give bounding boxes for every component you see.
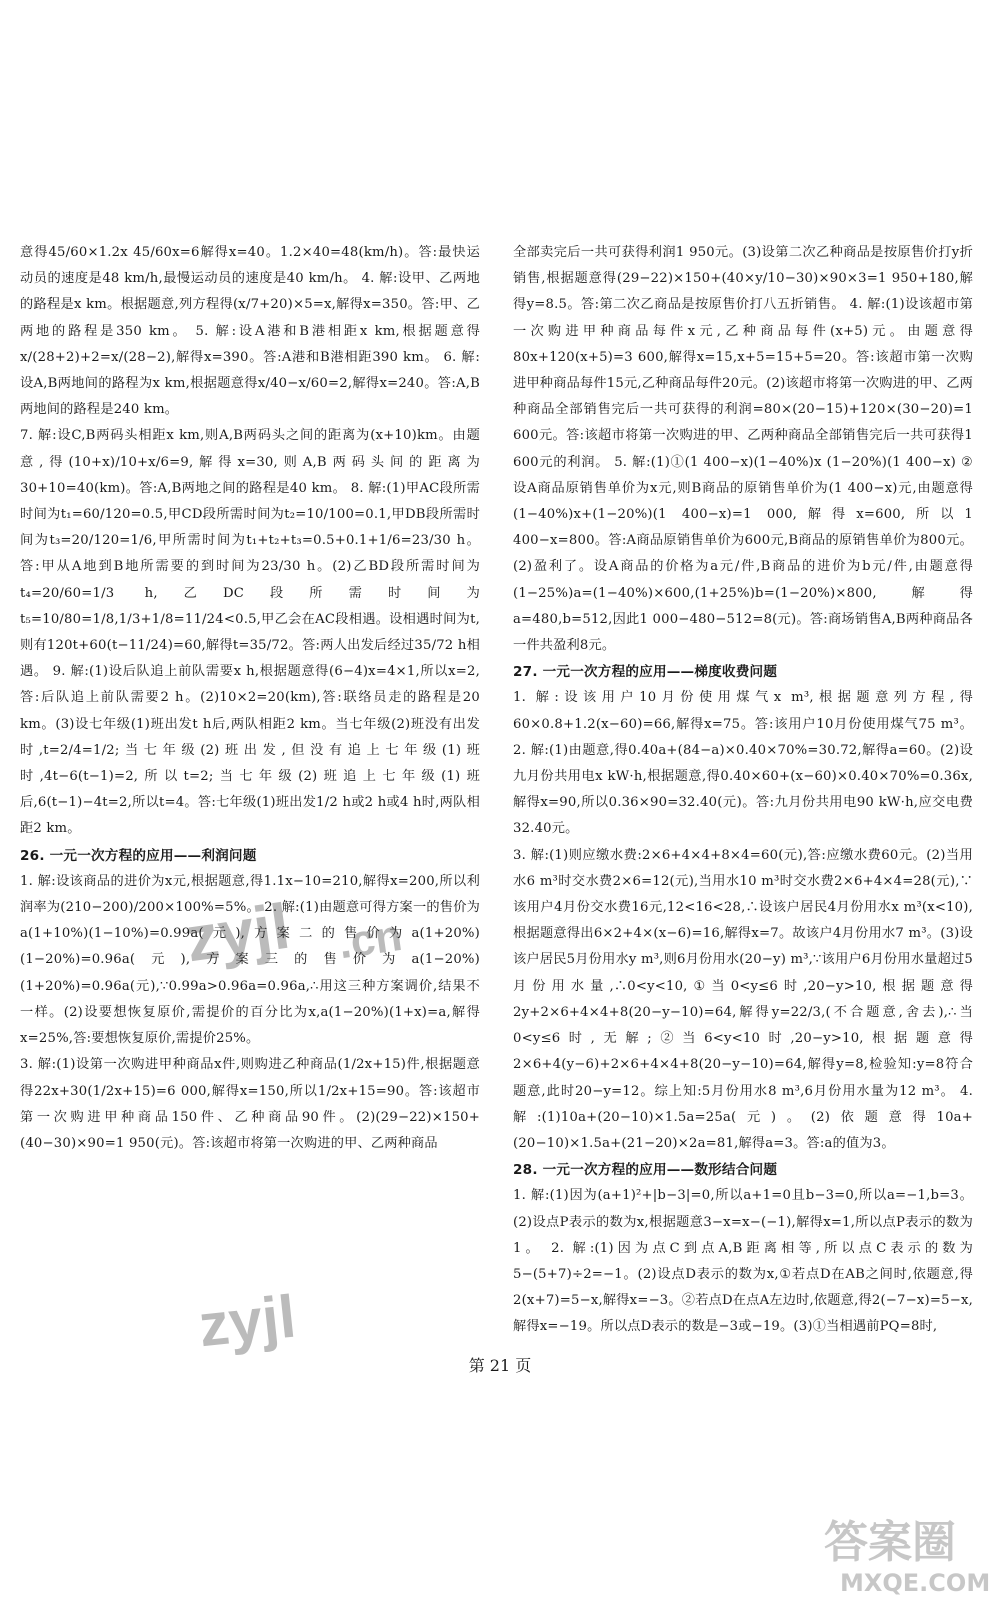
svg-text:zyjl: zyjl xyxy=(195,1282,299,1360)
svg-text:.cn: .cn xyxy=(335,910,406,969)
svg-text:MXQE.COM: MXQE.COM xyxy=(840,1569,991,1597)
answer-circle-logo xyxy=(818,1505,996,1597)
answer-paragraph: 1. 解:设该商品的进价为x元,根据题意,得1.1x−10=210,解得x=200,所以利润率为(210−200)/200×100%=5%。 2. 解:(1)由题意可得方案一的售价为a(1+10%)(1−10%)=0.99a(元),方案二的售价为a(1+20%)(1−20%)=0.96a(元),方案三的售价为a(1−20%)(1+20%)=0.96a(元),∵0.99a>0.96a=0.96a,∴用这三种方案调价,结果不一样。(2)设要想恢复原价,需提价的百分比为x,a(1−20%)(1+x)=a,解得x=25%,答:要想恢复原价,需提价25%。 xyxy=(20,873,480,1047)
answer-paragraph: 1. 解:设该用户10月份使用煤气x m³,根据题意列方程,得60×0.8+1.2(x−60)=66,解得x=75。答:该用户10月份使用煤气75 m³。 2. 解:(1)由题意,得0.40a+(84−a)×0.40×70%=30.72,解得a=60。(2)设九月份共用电x kW·h,根据题意,得0.40×60+(x−60)×0.40×70%=0.36x,解得x=90,所以0.36×90=32.40(元)。答:九月份共用电90 kW·h,应交电费32.40元。 xyxy=(513,690,973,837)
section-heading: 27. 一元一次方程的应用——梯度收费问题 xyxy=(513,664,778,681)
zyjl-watermark-bottom xyxy=(178,1255,438,1365)
answer-paragraph: 意得45/60×1.2x 45/60x=6解得x=40。1.2×40=48(km/h)。答:最快运动员的速度是48 km/h,最慢运动员的速度是40 km/h。 4. 解:设甲、乙两地的路程是x km。根据题意,列方程得(x/7+20)×5=x,解得x=350。答:甲、乙两地的路程是350 km。 5. 解:设A港和B港相距x km,根据题意得x/(28+2)+2=x/(28−2),解得x=390。答:A港和B港相距390 km。 6. 解:设A,B两地间的路程为x km,根据题意得x/40−x/60=2,解得x=240。答:A,B两地间的路程是240 km。 xyxy=(20,245,480,418)
answer-paragraph: 全部卖完后一共可获得利润1 950元。(3)设第二次乙种商品是按原售价打y折销售,根据题意得(29−22)×150+(40×y/10−30)×90×3=1 950+180,解得y=8.5。答:第二次乙商品是按原售价打八五折销售。 4. 解:(1)设该超市第一次购进甲种商品每件x元,乙种商品每件(x+5)元。由题意得80x+120(x+5)=3 600,解得x=15,x+5=15+5=20。答:该超市第一次购进甲种商品每件15元,乙种商品每件20元。(2)该超市将第一次购进的甲、乙两种商品全部销售完后一共可获得的利润=80×(20−15)+120×(30−20)=1 600元。答:该超市将第一次购进的甲、乙两种商品全部销售完后一共可获得1 600元的利润。 5. 解:(1)①(1 400−x)(1−40%)x (1−20%)(1 400−x) ②设A商品原销售单价为x元,则B商品的原销售单价为(1 400−x)元,由题意得(1−40%)x+(1−20%)(1 400−x)=1 000,解得x=600,所以1 400−x=800。答:A商品原销售单价为600元,B商品的原销售单价为800元。(2)盈利了。设A商品的价格为a元/件,B商品的进价为b元/件,由题意得(1−25%)a=(1−40%)×600,(1+25%)b=(1−20%)×800,解得a=480,b=512,因此1 000−480−512=8(元)。答:商场销售A,B两种商品各一件共盈利8元。 xyxy=(513,245,973,654)
page-number: 第 21 页 xyxy=(468,1356,532,1375)
answer-paragraph: 1. 解:(1)因为(a+1)²+|b−3|=0,所以a+1=0且b−3=0,所以a=−1,b=3。(2)设点P表示的数为x,根据题意3−x=x−(−1),解得x=1,所以点P表示的数为1。 2. 解:(1)因为点C到点A,B距离相等,所以点C表示的数为5−(5+7)÷2=−1。(2)设点D表示的数为x,①若点D在AB之间时,依题意,得2(x+7)=5−x,解得x=−3。②若点D在点A左边时,依题意,得2(−7−x)=5−x,解得x=−19。所以点D表示的数是−3或−19。(3)①当相遇前PQ=8时, xyxy=(513,1188,973,1335)
left-column xyxy=(20,240,480,1157)
answer-paragraph: 3. 解:(1)则应缴水费:2×6+4×4+8×4=60(元),答:应缴水费60元。(2)当用水6 m³时交水费2×6=12(元),当用水10 m³时交水费2×6+4×4=28(元),∵该用户4月份交水费16元,12<16<28,∴设该户居民4月份用水x m³(x<10),根据题意得出6×2+4×(x−6)=16,解得x=7。故该户4月份用水7 m³。(3)设该户居民5月份用水y m³,则6月份用水(20−y) m³,∵该用户6月份用水量超过5月份用水量,∴0<y<10,①当0<y≤6时,20−y>10,根据题意得2y+2×6+4×4+8(20−y−10)=64,解得y=22/3,(不合题意,舍去),∴当0<y≤6时,无解;②当6<y<10时,20−y>10,根据题意得2×6+4(y−6)+2×6+4×4+8(20−y−10)=64,解得y=8,检验知:y=8符合题意,此时20−y=12。综上知:5月份用水8 m³,6月份用水量为12 m³。 4. 解:(1)10a+(20−10)×1.5a=25a(元)。(2)依题意得10a+(20−10)×1.5a+(21−20)×2a=81,解得a=3。答:a的值为3。 xyxy=(513,847,973,1151)
section-heading: 28. 一元一次方程的应用——数形结合问题 xyxy=(513,1162,778,1179)
svg-text:zyjl: zyjl xyxy=(181,889,294,976)
answer-paragraph: 3. 解:(1)设第一次购进甲种商品x件,则购进乙种商品(1/2x+15)件,根据题意得22x+30(1/2x+15)=6 000,解得x=150,所以1/2x+15=90。答:该超市第一次购进甲种商品150件、乙种商品90件。(2)(29−22)×150+(40−30)×90=1 950(元)。答:该超市将第一次购进的甲、乙两种商品 xyxy=(20,1057,480,1151)
answer-paragraph: 7. 解:设C,B两码头相距x km,则A,B两码头之间的距离为(x+10)km。由题意,得(10+x)/10+x/6=9,解得x=30,则A,B两码头间的距离为30+10=40(km)。答:A,B两地之间的路程是40 km。 8. 解:(1)甲AC段所需时间为t₁=60/120=0.5,甲CD段所需时间为t₂=10/100=0.1,甲DB段所需时间为t₃=20/120=1/6,甲所需时间为t₁+t₂+t₃=0.5+0.1+1/6=23/30 h。答:甲从A地到B地所需要的到时间为23/30 h。(2)乙BD段所需时间为t₄=20/60=1/3 h,乙DC段所需时间为t₅=10/80=1/8,1/3+1/8=11/24<0.5,甲乙会在AC段相遇。设相遇时间为t,则有120t+60(t−11/24)=60,解得t=35/72。答:两人出发后经过35/72 h相遇。 9. 解:(1)设后队追上前队需要x h,根据题意得(6−4)x=4×1,所以x=2,答:后队追上前队需要2 h。(2)10×2=20(km),答:联络员走的路程是20 km。(3)设七年级(1)班出发t h后,两队相距2 km。当七年级(2)班没有出发时,t=2/4=1/2;当七年级(2)班出发,但没有追上七年级(1)班时,4t−6(t−1)=2,所以t=2;当七年级(2)班追上七年级(1)班后,6(t−1)−4t=2,所以t=4。答:七年级(1)班出发1/2 h或2 h或4 h时,两队相距2 km。 xyxy=(20,428,480,837)
right-column xyxy=(513,240,973,1341)
section-heading: 26. 一元一次方程的应用——利润问题 xyxy=(20,847,257,864)
svg-text:答案圈: 答案圈 xyxy=(824,1517,956,1568)
